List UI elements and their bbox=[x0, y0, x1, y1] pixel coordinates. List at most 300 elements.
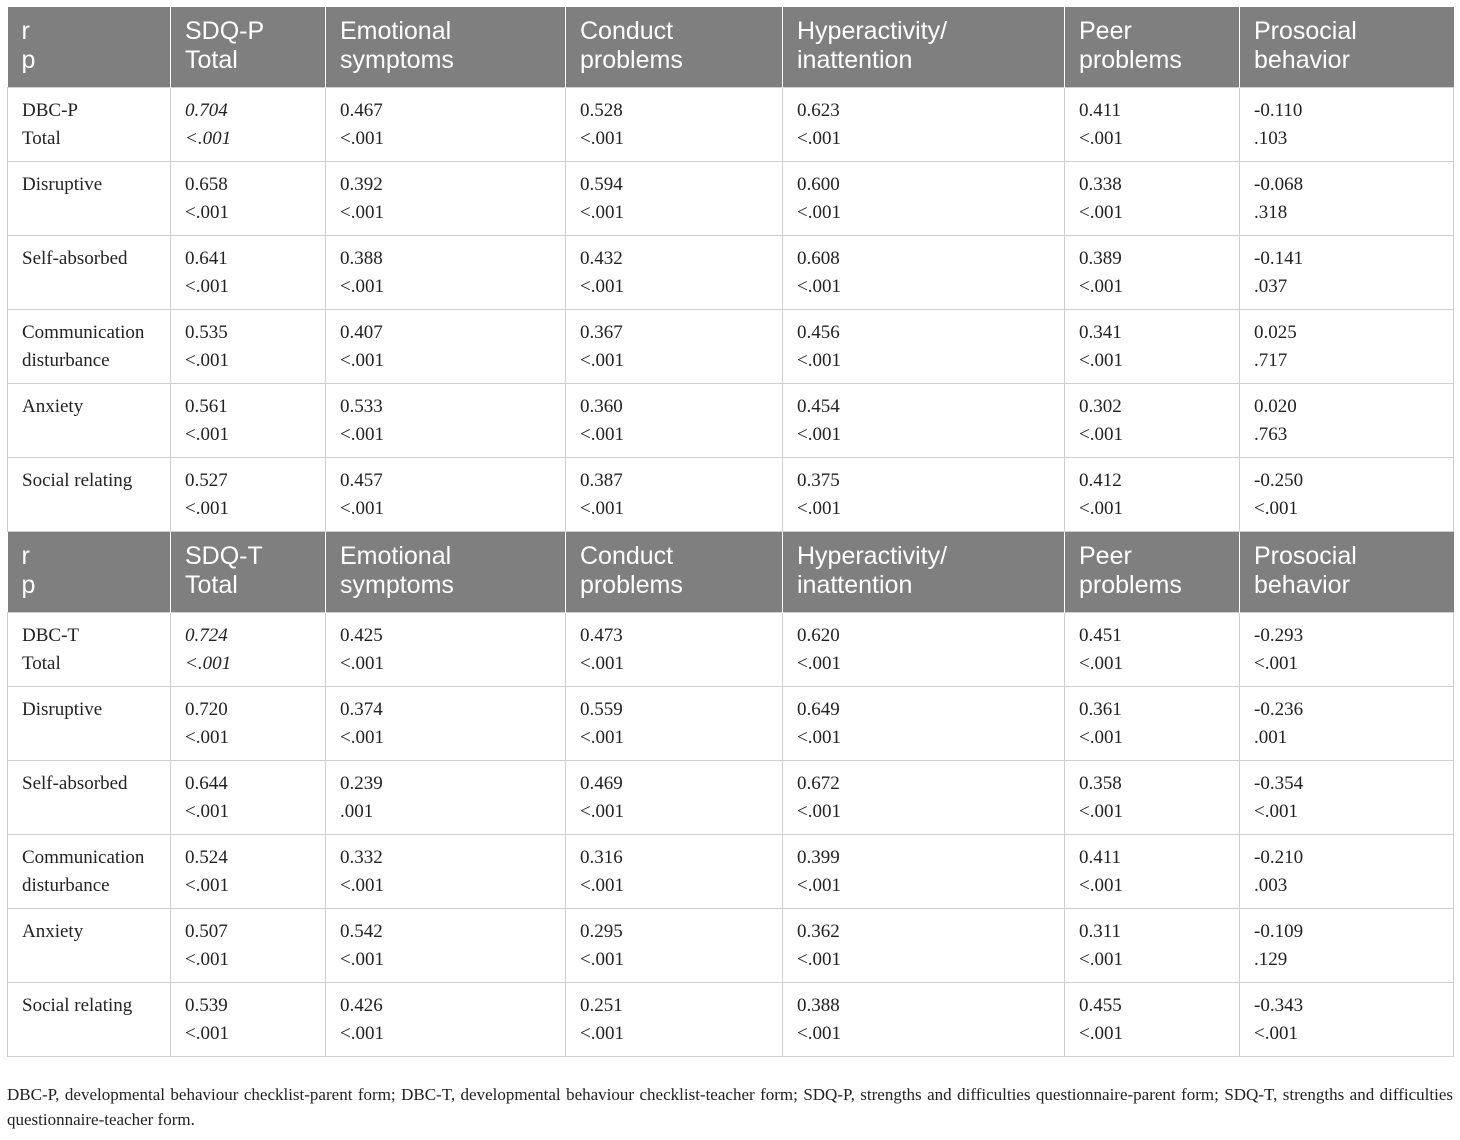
cell-line: 0.251 bbox=[580, 995, 623, 1016]
value-cell bbox=[1065, 458, 1240, 532]
cell-line: 0.426 bbox=[340, 995, 383, 1016]
row-label bbox=[8, 458, 171, 532]
value-cell bbox=[171, 613, 326, 687]
value-cell bbox=[171, 88, 326, 162]
value-cell bbox=[783, 909, 1065, 983]
cell-line: <.001 bbox=[797, 727, 841, 748]
cell-line: disturbance bbox=[22, 875, 110, 896]
value-cell bbox=[326, 983, 566, 1057]
cell-line: <.001 bbox=[340, 350, 384, 371]
cell-line: <.001 bbox=[340, 727, 384, 748]
cell-line: 0.473 bbox=[580, 625, 623, 646]
cell-line: <.001 bbox=[340, 276, 384, 297]
cell-line: <.001 bbox=[185, 350, 229, 371]
cell-line: 0.620 bbox=[797, 625, 840, 646]
value-cell bbox=[566, 162, 783, 236]
value-cell bbox=[1240, 162, 1454, 236]
value-cell bbox=[1065, 983, 1240, 1057]
cell-line: <.001 bbox=[1079, 276, 1123, 297]
column-header bbox=[566, 7, 783, 88]
cell-line: .129 bbox=[1254, 949, 1288, 970]
header-row bbox=[8, 7, 1454, 88]
cell-line: inattention bbox=[797, 571, 913, 599]
value-cell bbox=[326, 458, 566, 532]
cell-line: 0.311 bbox=[1079, 921, 1122, 942]
value-cell bbox=[1240, 687, 1454, 761]
cell-line: r bbox=[21, 542, 30, 570]
value-cell bbox=[783, 88, 1065, 162]
cell-line: -0.068 bbox=[1254, 174, 1304, 195]
table-row bbox=[8, 162, 1454, 236]
cell-line: 0.561 bbox=[185, 396, 228, 417]
cell-line: 0.407 bbox=[340, 322, 383, 343]
value-cell bbox=[1240, 88, 1454, 162]
value-cell bbox=[1240, 384, 1454, 458]
cell-line: 0.535 bbox=[185, 322, 228, 343]
cell-line: 0.469 bbox=[580, 773, 623, 794]
column-header bbox=[566, 532, 783, 613]
row-label bbox=[8, 310, 171, 384]
cell-line: 0.649 bbox=[797, 699, 840, 720]
cell-line: Total bbox=[22, 653, 61, 674]
cell-line: 0.623 bbox=[797, 100, 840, 121]
cell-line: <.001 bbox=[185, 949, 229, 970]
column-header bbox=[1065, 532, 1240, 613]
value-cell bbox=[566, 384, 783, 458]
value-cell bbox=[1240, 236, 1454, 310]
cell-line: <.001 bbox=[1254, 653, 1298, 674]
cell-line: 0.302 bbox=[1079, 396, 1122, 417]
table-row bbox=[8, 458, 1454, 532]
table-row bbox=[8, 88, 1454, 162]
value-cell bbox=[326, 88, 566, 162]
cell-line: 0.374 bbox=[340, 699, 383, 720]
cell-line: Conduct bbox=[580, 17, 674, 45]
cell-line: -0.250 bbox=[1254, 470, 1304, 491]
cell-line: 0.332 bbox=[340, 847, 383, 868]
cell-line: 0.025 bbox=[1254, 322, 1297, 343]
value-cell bbox=[1240, 613, 1454, 687]
cell-line: <.001 bbox=[580, 128, 624, 149]
value-cell bbox=[783, 835, 1065, 909]
cell-line: Self-absorbed bbox=[22, 773, 128, 794]
value-cell bbox=[1065, 909, 1240, 983]
cell-line: Anxiety bbox=[22, 921, 84, 942]
value-cell bbox=[783, 310, 1065, 384]
cell-line: Peer bbox=[1079, 17, 1132, 45]
cell-line: <.001 bbox=[1079, 424, 1123, 445]
value-cell bbox=[326, 310, 566, 384]
cell-line: 0.341 bbox=[1079, 322, 1122, 343]
cell-line: <.001 bbox=[185, 727, 229, 748]
cell-line: 0.559 bbox=[580, 699, 623, 720]
cell-line: <.001 bbox=[580, 1023, 624, 1044]
cell-line: SDQ-P bbox=[185, 17, 265, 45]
cell-line: 0.672 bbox=[797, 773, 840, 794]
row-label bbox=[8, 236, 171, 310]
cell-line: -0.236 bbox=[1254, 699, 1304, 720]
cell-line: 0.316 bbox=[580, 847, 623, 868]
cell-line: .037 bbox=[1254, 276, 1288, 297]
cell-line: Communication bbox=[22, 322, 145, 343]
cell-line: Total bbox=[22, 128, 61, 149]
cell-line: 0.388 bbox=[797, 995, 840, 1016]
cell-line: <.001 bbox=[580, 801, 624, 822]
cell-line: 0.425 bbox=[340, 625, 383, 646]
value-cell bbox=[171, 835, 326, 909]
cell-line: <.001 bbox=[340, 875, 384, 896]
cell-line: 0.389 bbox=[1079, 248, 1122, 269]
cell-line: 0.387 bbox=[580, 470, 623, 491]
cell-line: Self-absorbed bbox=[22, 248, 128, 269]
value-cell bbox=[326, 613, 566, 687]
column-header bbox=[326, 7, 566, 88]
cell-line: 0.600 bbox=[797, 174, 840, 195]
cell-line: 0.641 bbox=[185, 248, 228, 269]
value-cell bbox=[326, 162, 566, 236]
value-cell bbox=[171, 983, 326, 1057]
value-cell bbox=[783, 687, 1065, 761]
value-cell bbox=[1065, 835, 1240, 909]
cell-line: <.001 bbox=[185, 653, 232, 674]
value-cell bbox=[326, 687, 566, 761]
cell-line: <.001 bbox=[797, 801, 841, 822]
cell-line: behavior bbox=[1254, 46, 1350, 74]
cell-line: 0.020 bbox=[1254, 396, 1297, 417]
cell-line: 0.528 bbox=[580, 100, 623, 121]
cell-line: .717 bbox=[1254, 350, 1288, 371]
row-label bbox=[8, 835, 171, 909]
cell-line: <.001 bbox=[185, 128, 232, 149]
table-row bbox=[8, 236, 1454, 310]
column-header bbox=[326, 532, 566, 613]
value-cell bbox=[171, 384, 326, 458]
value-cell bbox=[326, 236, 566, 310]
cell-line: .103 bbox=[1254, 128, 1288, 149]
cell-line: <.001 bbox=[797, 653, 841, 674]
value-cell bbox=[1240, 909, 1454, 983]
cell-line: <.001 bbox=[797, 128, 841, 149]
cell-line: problems bbox=[1079, 46, 1182, 74]
cell-line: <.001 bbox=[580, 727, 624, 748]
cell-line: <.001 bbox=[797, 350, 841, 371]
cell-line: <.001 bbox=[580, 498, 624, 519]
value-cell bbox=[326, 835, 566, 909]
value-cell bbox=[1065, 761, 1240, 835]
cell-line: <.001 bbox=[185, 276, 229, 297]
cell-line: Social relating bbox=[22, 995, 133, 1016]
cell-line: 0.454 bbox=[797, 396, 840, 417]
cell-line: <.001 bbox=[340, 498, 384, 519]
value-cell bbox=[783, 236, 1065, 310]
value-cell bbox=[171, 761, 326, 835]
value-cell bbox=[1240, 761, 1454, 835]
cell-line: <.001 bbox=[1079, 653, 1123, 674]
cell-line: SDQ-T bbox=[185, 542, 263, 570]
cell-line: .001 bbox=[340, 801, 374, 822]
cell-line: 0.539 bbox=[185, 995, 228, 1016]
cell-line: 0.455 bbox=[1079, 995, 1122, 1016]
cell-line: <.001 bbox=[185, 875, 229, 896]
value-cell bbox=[783, 613, 1065, 687]
row-label bbox=[8, 983, 171, 1057]
value-cell bbox=[1065, 613, 1240, 687]
value-cell bbox=[566, 909, 783, 983]
cell-line: .318 bbox=[1254, 202, 1288, 223]
cell-line: <.001 bbox=[1254, 498, 1298, 519]
cell-line: Emotional bbox=[340, 542, 452, 570]
value-cell bbox=[566, 687, 783, 761]
cell-line: <.001 bbox=[797, 202, 841, 223]
row-label bbox=[8, 909, 171, 983]
cell-line: <.001 bbox=[1079, 350, 1123, 371]
table-footnote: DBC-P, developmental behaviour checklist-parent form; DBC-T, developmental behaviour checklist-teacher form; SDQ-P, strengths and difficulties questionnaire-parent form; SDQ-T, strengths and difficulties questionnaire-teacher form. bbox=[7, 1085, 1453, 1129]
column-header bbox=[1240, 7, 1454, 88]
cell-line: problems bbox=[1079, 571, 1182, 599]
cell-line: DBC-P bbox=[22, 100, 78, 121]
value-cell bbox=[1240, 983, 1454, 1057]
cell-line: <.001 bbox=[185, 801, 229, 822]
cell-line: Total bbox=[185, 46, 238, 74]
value-cell bbox=[1065, 310, 1240, 384]
cell-line: DBC-T bbox=[22, 625, 79, 646]
value-cell bbox=[566, 236, 783, 310]
table-row bbox=[8, 983, 1454, 1057]
table-row bbox=[8, 761, 1454, 835]
value-cell bbox=[783, 761, 1065, 835]
table-row bbox=[8, 909, 1454, 983]
cell-line: <.001 bbox=[185, 202, 229, 223]
cell-line: Prosocial bbox=[1254, 542, 1357, 570]
cell-line: -0.354 bbox=[1254, 773, 1304, 794]
cell-line: 0.338 bbox=[1079, 174, 1122, 195]
cell-line: inattention bbox=[797, 46, 913, 74]
cell-line: <.001 bbox=[797, 949, 841, 970]
table-row bbox=[8, 835, 1454, 909]
value-cell bbox=[171, 236, 326, 310]
cell-line: 0.361 bbox=[1079, 699, 1122, 720]
cell-line: <.001 bbox=[340, 128, 384, 149]
cell-line: Social relating bbox=[22, 470, 133, 491]
cell-line: Prosocial bbox=[1254, 17, 1357, 45]
cell-line: Disruptive bbox=[22, 174, 103, 195]
cell-line: -0.110 bbox=[1254, 100, 1303, 121]
cell-line: <.001 bbox=[580, 350, 624, 371]
cell-line: <.001 bbox=[580, 653, 624, 674]
value-cell bbox=[783, 983, 1065, 1057]
cell-line: <.001 bbox=[580, 202, 624, 223]
cell-line: 0.451 bbox=[1079, 625, 1122, 646]
row-label bbox=[8, 687, 171, 761]
cell-line: 0.399 bbox=[797, 847, 840, 868]
value-cell bbox=[566, 835, 783, 909]
cell-line: 0.704 bbox=[185, 100, 228, 121]
cell-line: <.001 bbox=[1079, 498, 1123, 519]
cell-line: <.001 bbox=[580, 276, 624, 297]
cell-line: 0.456 bbox=[797, 322, 840, 343]
cell-line: <.001 bbox=[1079, 202, 1123, 223]
cell-line: -0.343 bbox=[1254, 995, 1304, 1016]
column-header bbox=[783, 7, 1065, 88]
table-row bbox=[8, 613, 1454, 687]
table-row bbox=[8, 384, 1454, 458]
cell-line: <.001 bbox=[340, 202, 384, 223]
cell-line: 0.239 bbox=[340, 773, 383, 794]
cell-line: <.001 bbox=[1079, 875, 1123, 896]
correlation-table-container bbox=[7, 7, 1453, 1057]
cell-line: <.001 bbox=[1079, 949, 1123, 970]
cell-line: <.001 bbox=[580, 875, 624, 896]
cell-line: <.001 bbox=[797, 498, 841, 519]
cell-line: <.001 bbox=[797, 424, 841, 445]
value-cell bbox=[1065, 162, 1240, 236]
cell-line: .001 bbox=[1254, 727, 1288, 748]
cell-line: Anxiety bbox=[22, 396, 84, 417]
cell-line: 0.527 bbox=[185, 470, 228, 491]
cell-line: 0.542 bbox=[340, 921, 383, 942]
value-cell bbox=[171, 909, 326, 983]
cell-line: 0.507 bbox=[185, 921, 228, 942]
cell-line: 0.367 bbox=[580, 322, 623, 343]
value-cell bbox=[566, 88, 783, 162]
value-cell bbox=[1240, 835, 1454, 909]
cell-line: <.001 bbox=[340, 653, 384, 674]
cell-line: <.001 bbox=[340, 1023, 384, 1044]
header-corner-cell bbox=[8, 7, 171, 88]
column-header bbox=[783, 532, 1065, 613]
cell-line: 0.375 bbox=[797, 470, 840, 491]
value-cell bbox=[171, 162, 326, 236]
cell-line: 0.358 bbox=[1079, 773, 1122, 794]
value-cell bbox=[1065, 236, 1240, 310]
value-cell bbox=[326, 909, 566, 983]
cell-line: Conduct bbox=[580, 542, 674, 570]
row-label bbox=[8, 384, 171, 458]
header-corner-cell bbox=[8, 532, 171, 613]
cell-line: -0.293 bbox=[1254, 625, 1304, 646]
column-header bbox=[1065, 7, 1240, 88]
cell-line: symptoms bbox=[340, 571, 454, 599]
cell-line: symptoms bbox=[340, 46, 454, 74]
column-header bbox=[171, 7, 326, 88]
cell-line: r bbox=[21, 17, 30, 45]
value-cell bbox=[566, 613, 783, 687]
cell-line: p bbox=[21, 571, 36, 599]
cell-line: Disruptive bbox=[22, 699, 103, 720]
cell-line: 0.360 bbox=[580, 396, 623, 417]
cell-line: 0.658 bbox=[185, 174, 228, 195]
cell-line: <.001 bbox=[1079, 128, 1123, 149]
cell-line: <.001 bbox=[185, 424, 229, 445]
value-cell bbox=[1065, 687, 1240, 761]
column-header bbox=[171, 532, 326, 613]
row-label bbox=[8, 88, 171, 162]
cell-line: -0.109 bbox=[1254, 921, 1304, 942]
cell-line: problems bbox=[580, 571, 683, 599]
value-cell bbox=[171, 687, 326, 761]
value-cell bbox=[783, 384, 1065, 458]
cell-line: 0.533 bbox=[340, 396, 383, 417]
cell-line: Peer bbox=[1079, 542, 1132, 570]
value-cell bbox=[1240, 310, 1454, 384]
cell-line: 0.644 bbox=[185, 773, 228, 794]
cell-line: 0.720 bbox=[185, 699, 228, 720]
cell-line: Communication bbox=[22, 847, 145, 868]
value-cell bbox=[326, 761, 566, 835]
row-label bbox=[8, 613, 171, 687]
header-row bbox=[8, 532, 1454, 613]
cell-line: -0.210 bbox=[1254, 847, 1304, 868]
value-cell bbox=[566, 761, 783, 835]
cell-line: Hyperactivity/ bbox=[797, 17, 948, 45]
row-label bbox=[8, 162, 171, 236]
cell-line: Emotional bbox=[340, 17, 452, 45]
cell-line: <.001 bbox=[1079, 727, 1123, 748]
row-label bbox=[8, 761, 171, 835]
value-cell bbox=[171, 310, 326, 384]
cell-line: 0.411 bbox=[1079, 100, 1122, 121]
cell-line: <.001 bbox=[1254, 1023, 1298, 1044]
cell-line: <.001 bbox=[340, 424, 384, 445]
cell-line: <.001 bbox=[797, 276, 841, 297]
value-cell bbox=[171, 458, 326, 532]
value-cell bbox=[566, 983, 783, 1057]
cell-line: disturbance bbox=[22, 350, 110, 371]
cell-line: <.001 bbox=[580, 949, 624, 970]
value-cell bbox=[783, 458, 1065, 532]
cell-line: .003 bbox=[1254, 875, 1288, 896]
cell-line: <.001 bbox=[580, 424, 624, 445]
value-cell bbox=[1065, 88, 1240, 162]
cell-line: <.001 bbox=[185, 498, 229, 519]
cell-line: <.001 bbox=[340, 949, 384, 970]
correlation-table bbox=[7, 7, 1454, 1057]
cell-line: Hyperactivity/ bbox=[797, 542, 948, 570]
cell-line: 0.524 bbox=[185, 847, 228, 868]
cell-line: Total bbox=[185, 571, 238, 599]
value-cell bbox=[1240, 458, 1454, 532]
cell-line: .763 bbox=[1254, 424, 1288, 445]
cell-line: 0.467 bbox=[340, 100, 383, 121]
value-cell bbox=[1065, 384, 1240, 458]
cell-line: <.001 bbox=[1254, 801, 1298, 822]
cell-line: -0.141 bbox=[1254, 248, 1304, 269]
value-cell bbox=[326, 384, 566, 458]
cell-line: 0.388 bbox=[340, 248, 383, 269]
cell-line: 0.608 bbox=[797, 248, 840, 269]
cell-line: 0.392 bbox=[340, 174, 383, 195]
value-cell bbox=[783, 162, 1065, 236]
value-cell bbox=[566, 310, 783, 384]
cell-line: <.001 bbox=[797, 1023, 841, 1044]
cell-line: behavior bbox=[1254, 571, 1350, 599]
value-cell bbox=[566, 458, 783, 532]
cell-line: <.001 bbox=[797, 875, 841, 896]
column-header bbox=[1240, 532, 1454, 613]
cell-line: 0.594 bbox=[580, 174, 623, 195]
table-row bbox=[8, 687, 1454, 761]
cell-line: 0.432 bbox=[580, 248, 623, 269]
cell-line: <.001 bbox=[1079, 801, 1123, 822]
cell-line: 0.411 bbox=[1079, 847, 1122, 868]
cell-line: 0.724 bbox=[185, 625, 228, 646]
cell-line: 0.295 bbox=[580, 921, 623, 942]
table-row bbox=[8, 310, 1454, 384]
cell-line: problems bbox=[580, 46, 683, 74]
cell-line: 0.412 bbox=[1079, 470, 1122, 491]
cell-line: <.001 bbox=[1079, 1023, 1123, 1044]
cell-line: p bbox=[21, 46, 36, 74]
